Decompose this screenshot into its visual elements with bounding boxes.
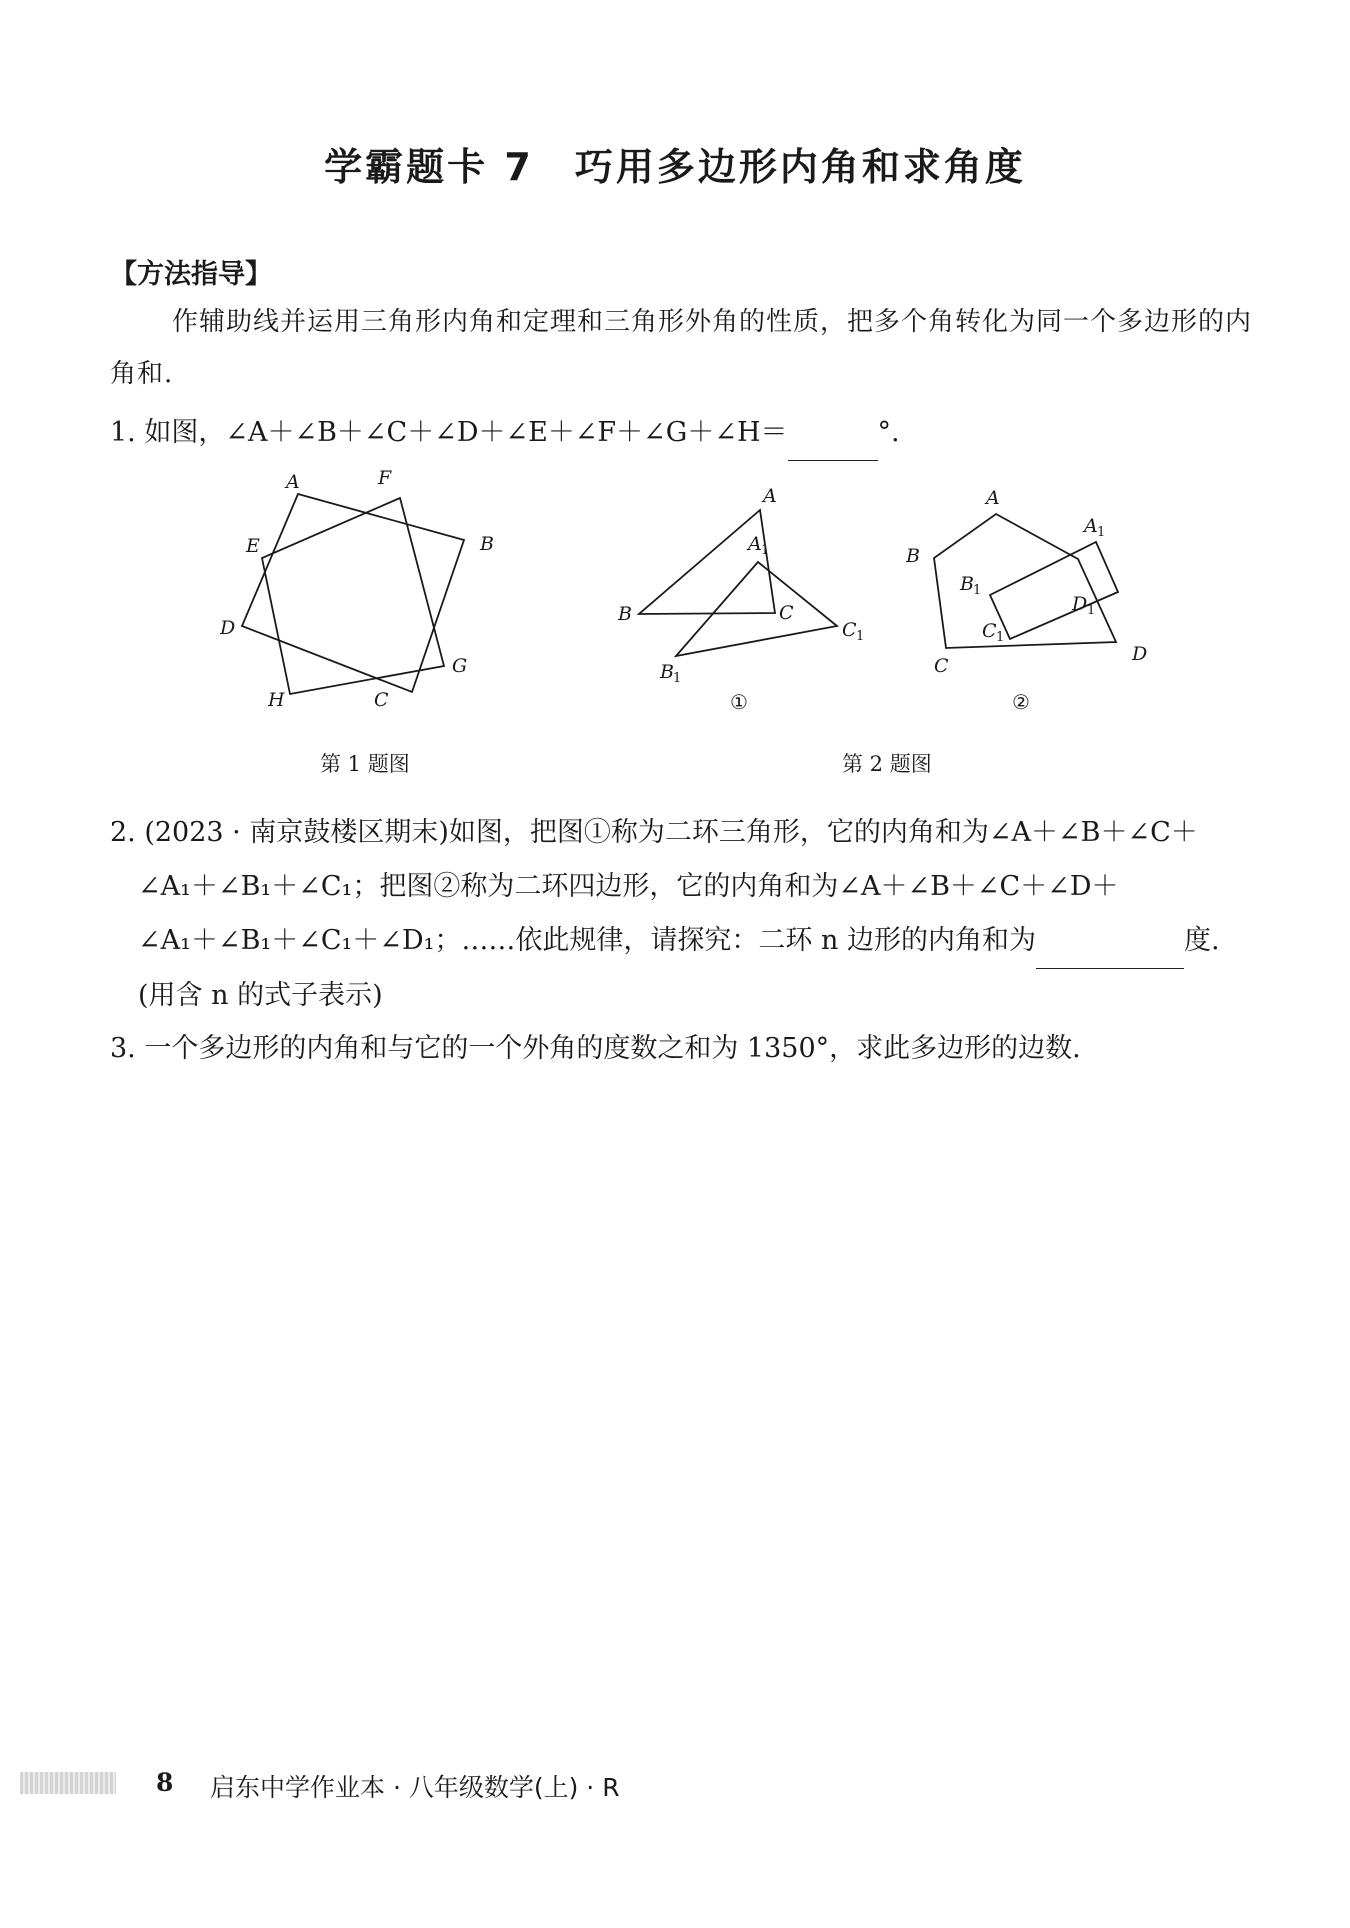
answer-blank-2[interactable] [1036, 914, 1184, 969]
label-A1-sub: 1 [761, 543, 770, 558]
label-A1: A [1084, 515, 1098, 537]
question-2-line-3-text: ∠A₁＋∠B₁＋∠C₁＋∠D₁；……依此规律，请探究：二环 n 边形的内角和为 [138, 925, 1036, 956]
question-2-line-2: ∠A₁＋∠B₁＋∠C₁；把图②称为二环四边形，它的内角和为∠A＋∠B＋∠C＋∠D＋ [138, 871, 1119, 902]
label-H: H [268, 689, 285, 711]
label-G: G [452, 655, 468, 677]
question-1-text: 1. 如图，∠A＋∠B＋∠C＋∠D＋∠E＋∠F＋∠G＋∠H＝ [110, 417, 788, 448]
label-C: C [934, 655, 949, 677]
question-3: 3. 一个多边形的内角和与它的一个外角的度数之和为 1350°，求此多边形的边数. [110, 1033, 1081, 1064]
label-F: F [378, 467, 392, 489]
label-A: A [986, 487, 1000, 509]
label-C1: C [842, 619, 857, 641]
label-A: A [763, 485, 777, 507]
figure-2-caption: 第 2 题图 [842, 752, 932, 776]
label-B1: B [660, 661, 674, 683]
label-E: E [246, 535, 260, 557]
answer-blank-1[interactable] [788, 406, 878, 461]
label-A1-sub: 1 [1097, 525, 1106, 540]
label-B1-sub: 1 [673, 671, 682, 686]
label-D1: D [1072, 593, 1088, 615]
label-B: B [618, 603, 632, 625]
book-title: 启东中学作业本 · 八年级数学(上) · R [210, 1773, 620, 1802]
triangle-a1b1c1 [676, 562, 837, 656]
page-title: 学霸题卡 7 巧用多边形内角和求角度 [324, 145, 1026, 189]
label-C1-sub: 1 [996, 630, 1005, 645]
question-2 [110, 806, 1280, 1023]
quad-a1b1c1d1 [990, 542, 1118, 639]
label-C1: C [982, 620, 997, 642]
footer-decoration [20, 1772, 116, 1794]
label-C1-sub: 1 [856, 629, 865, 644]
figure-1 [210, 458, 510, 718]
figure-1-caption: 第 1 题图 [320, 752, 410, 776]
question-2-line-4: (用含 n 的式子表示) [138, 980, 383, 1011]
label-B1-sub: 1 [973, 583, 982, 598]
figure-2-marker-1: ① [730, 690, 748, 714]
label-A: A [286, 471, 300, 493]
figure-1-quad-agcd [242, 494, 464, 692]
question-1-suffix: °. [877, 417, 900, 448]
figure-2-marker-2: ② [1012, 690, 1030, 714]
question-1 [110, 406, 1270, 461]
label-B: B [480, 533, 494, 555]
label-D1-sub: 1 [1087, 603, 1096, 618]
label-D: D [1132, 643, 1148, 665]
figure-2-1 [616, 480, 906, 720]
triangle-abc [639, 510, 775, 614]
label-D: D [220, 617, 236, 639]
question-2-line-3 [110, 914, 1280, 969]
question-2-line-1: 2. (2023 · 南京鼓楼区期末)如图，把图①称为二环三角形，它的内角和为∠A＋∠B＋∠C＋ [110, 817, 1198, 848]
page-number: 8 [156, 1768, 174, 1797]
label-B1: B [960, 573, 974, 595]
label-C: C [779, 602, 794, 624]
method-text: 作辅助线并运用三角形内角和定理和三角形外角的性质，把多个角转化为同一个多边形的内角和. [110, 307, 1253, 389]
figure-2-2 [906, 480, 1176, 720]
label-C: C [374, 689, 389, 711]
label-B: B [906, 545, 920, 567]
question-2-line-3-suffix: 度. [1184, 925, 1220, 956]
label-A1: A [748, 533, 762, 555]
method-heading: 【方法指导】 [110, 259, 272, 290]
